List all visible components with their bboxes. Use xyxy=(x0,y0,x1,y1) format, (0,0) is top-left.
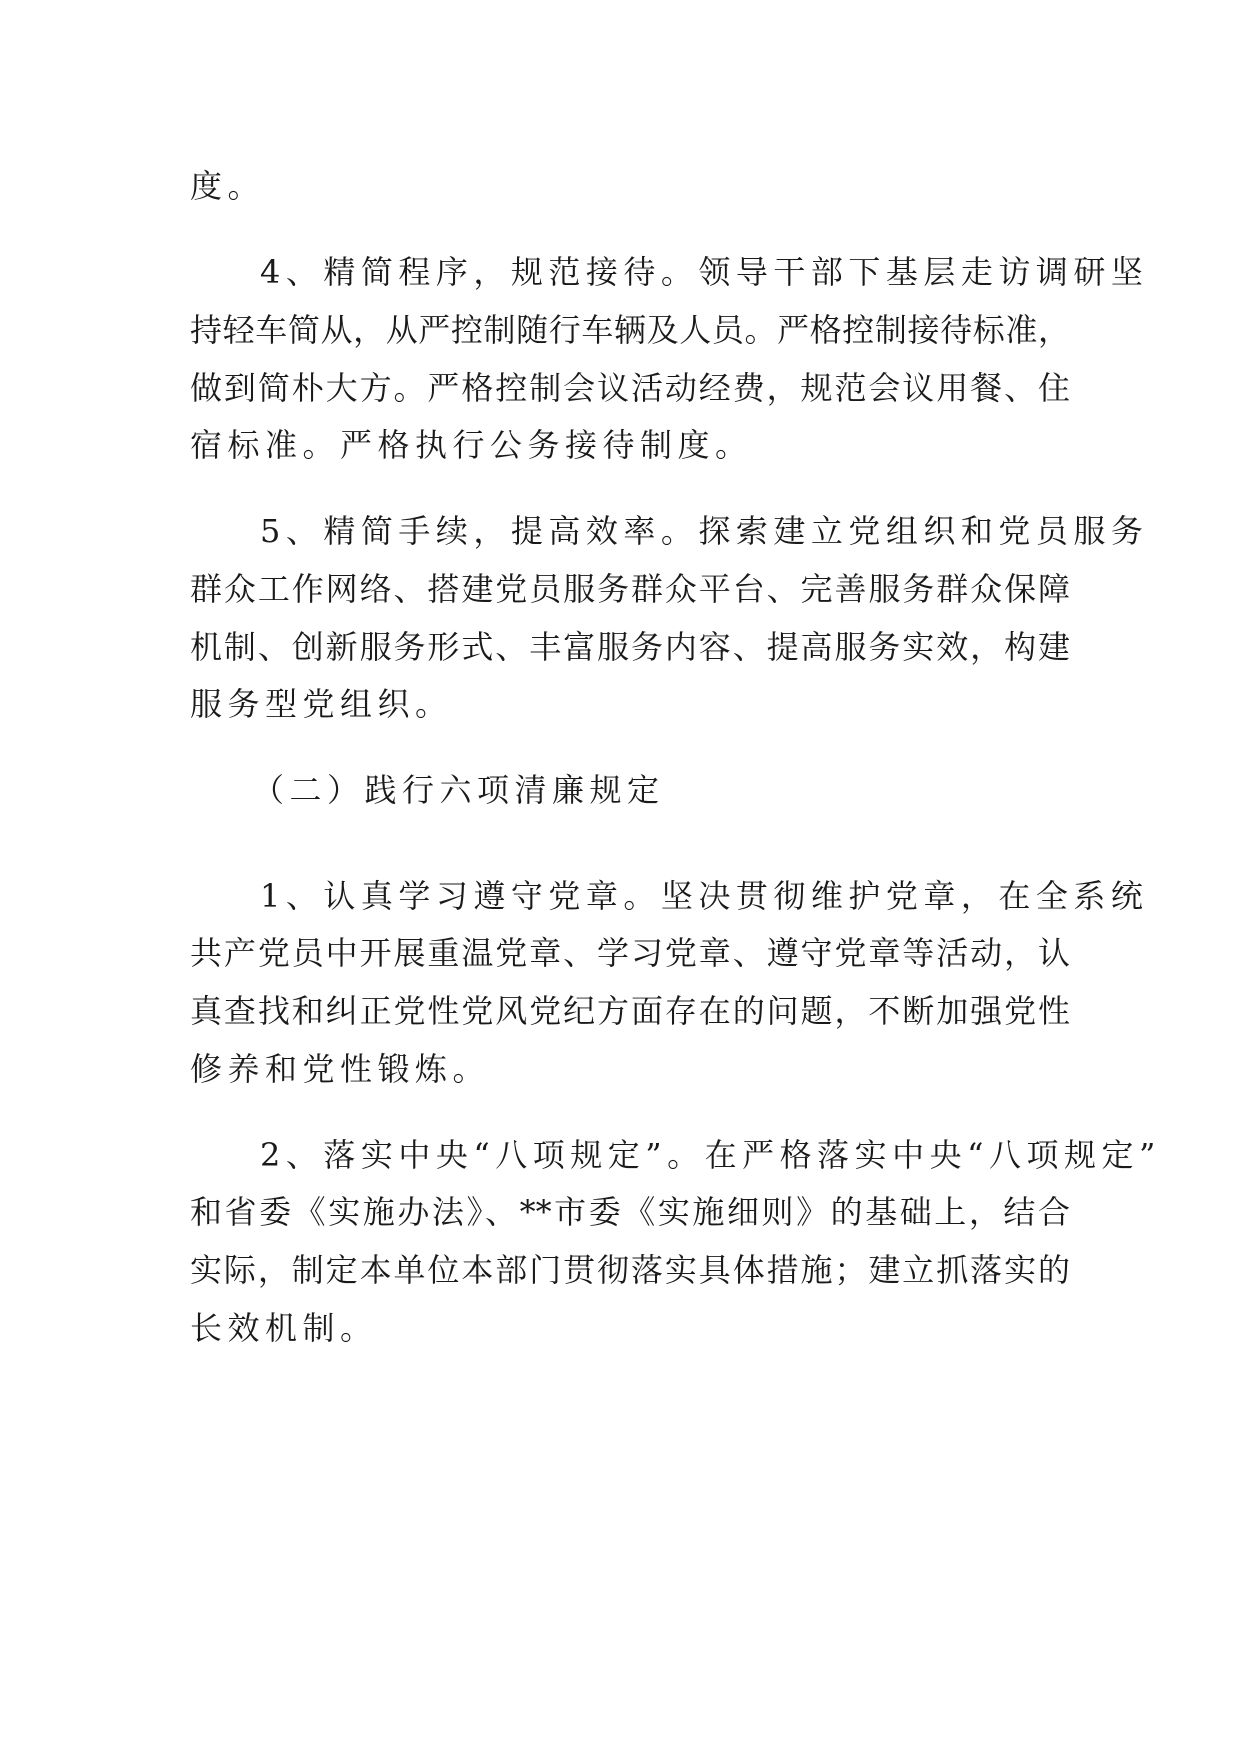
paragraph-continuation: 度。 xyxy=(190,167,266,205)
paragraph-4-line-1: 4、精简程序，规范接待。领导干部下基层走访调研坚 xyxy=(260,253,1149,291)
paragraph-2-line-4: 长效机制。 xyxy=(190,1309,378,1347)
paragraph-2-line-3: 实际，制定本单位本部门贯彻落实具体措施；建立抓落实的 xyxy=(190,1251,1070,1289)
paragraph-1-line-2: 共产党员中开展重温党章、学习党章、遵守党章等活动，认 xyxy=(190,934,1070,972)
paragraph-4-line-2: 持轻车简从，从严控制随行车辆及人员。严格控制接待标准， xyxy=(190,311,1070,349)
paragraph-5-line-4: 服务型党组织。 xyxy=(190,685,453,723)
paragraph-2-line-1: 2、落实中央“八项规定”。在严格落实中央“八项规定” xyxy=(260,1136,1161,1174)
paragraph-1-line-3: 真查找和纠正党性党风党纪方面存在的问题，不断加强党性 xyxy=(190,992,1070,1030)
paragraph-1-line-4: 修养和党性锻炼。 xyxy=(190,1050,491,1088)
paragraph-5-line-2: 群众工作网络、搭建党员服务群众平台、完善服务群众保障 xyxy=(190,570,1070,608)
paragraph-5-line-1: 5、精简手续，提高效率。探索建立党组织和党员服务 xyxy=(260,512,1149,550)
paragraph-5-line-3: 机制、创新服务形式、丰富服务内容、提高服务实效，构建 xyxy=(190,628,1070,666)
paragraph-4-line-3: 做到简朴大方。严格控制会议活动经费，规范会议用餐、住 xyxy=(190,369,1070,407)
paragraph-4-line-4: 宿标准。严格执行公务接待制度。 xyxy=(190,426,753,464)
section-heading: （二）践行六项清廉规定 xyxy=(252,771,665,809)
paragraph-1-line-1: 1、认真学习遵守党章。坚决贯彻维护党章，在全系统 xyxy=(260,877,1149,915)
paragraph-2-line-2: 和省委《实施办法》、**市委《实施细则》的基础上，结合 xyxy=(190,1193,1070,1231)
